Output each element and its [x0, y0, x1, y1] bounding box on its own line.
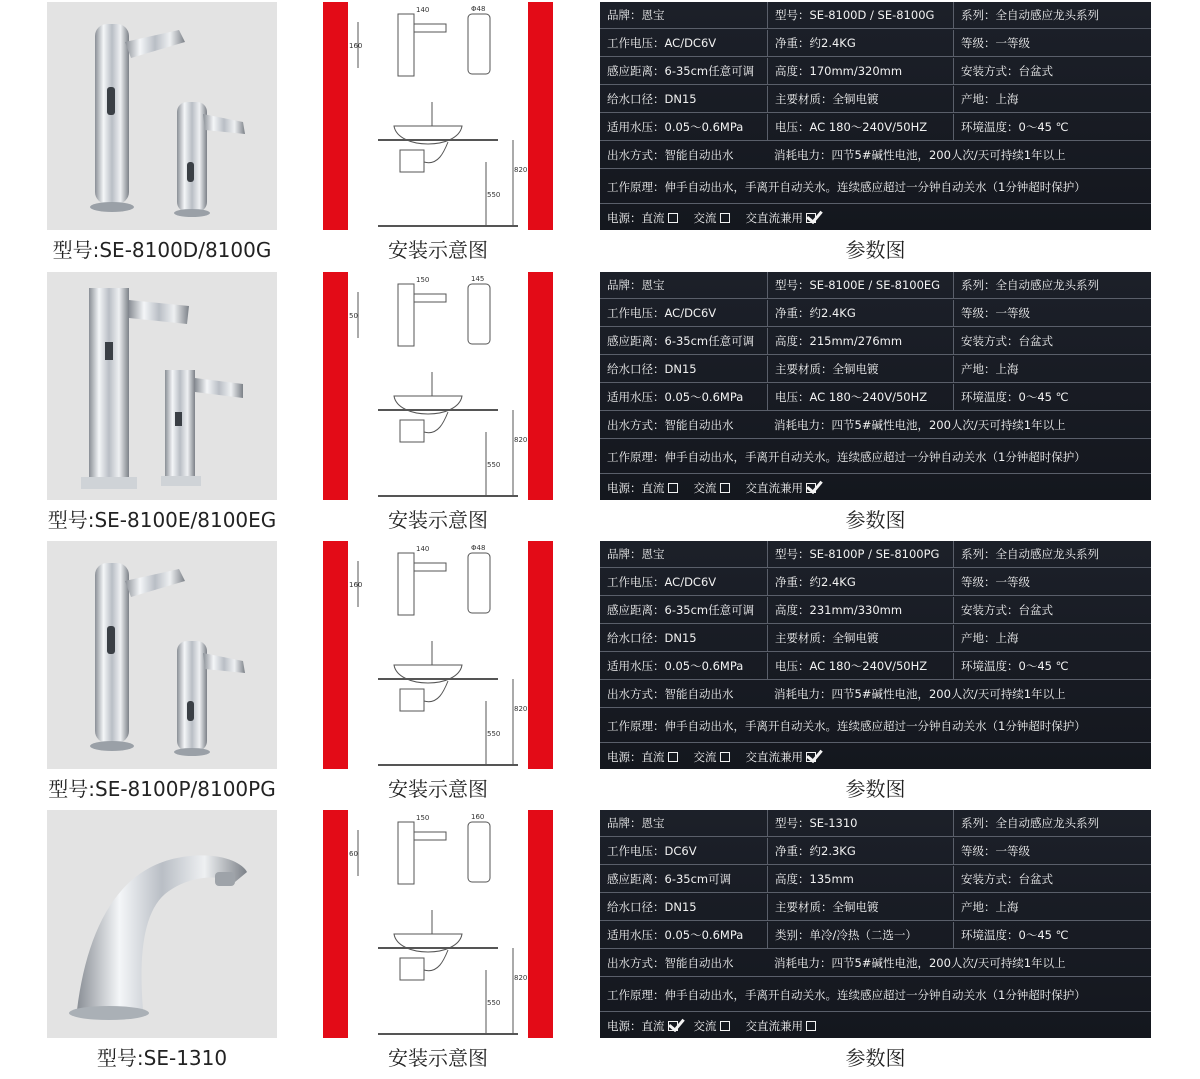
params-row	[600, 541, 1151, 568]
red-border-left	[323, 272, 348, 500]
params-row	[600, 625, 1151, 652]
dim-mount: 550	[487, 461, 501, 469]
param-cell: 出水方式：智能自动出水	[607, 148, 734, 162]
red-border-left	[323, 541, 348, 769]
param-cell: 品牌：恩宝	[607, 547, 665, 561]
params-row	[600, 300, 1151, 327]
params-row	[600, 866, 1151, 893]
params-caption: 参数图	[845, 238, 906, 262]
params-table	[600, 272, 1151, 500]
param-cell: 工作电压：AC/DC6V	[607, 36, 717, 50]
params-row	[600, 894, 1151, 921]
power-option-label: 电源：直流	[607, 481, 665, 495]
installation-diagram	[323, 810, 553, 1038]
param-cell: 型号：SE-1310	[767, 810, 953, 837]
dim-mount: 550	[487, 999, 501, 1007]
params-row	[600, 597, 1151, 624]
power-options	[600, 206, 1151, 230]
product-photo	[47, 272, 277, 500]
params-row	[600, 272, 1151, 299]
param-cell: 品牌：恩宝	[607, 816, 665, 830]
power-option-label: 交流	[693, 211, 717, 225]
params-row	[600, 142, 1151, 169]
param-cell: 适用水压：0.05～0.6MPa	[607, 390, 744, 404]
power-option-label: 交直流兼用	[745, 1019, 803, 1033]
param-cell: 净重：约2.4KG	[767, 30, 953, 57]
param-cell: 产地：上海	[953, 625, 1151, 652]
red-border-right	[528, 541, 553, 769]
dim-total: 820	[514, 974, 528, 982]
principle-row	[600, 440, 1151, 474]
red-border-right	[528, 2, 553, 230]
param-cell: 出水方式：智能自动出水	[607, 687, 734, 701]
params-row	[600, 384, 1151, 411]
principle-text: 工作原理：伸手自动出水，手离开自动关水。连续感应超过一分钟自动关水（1分钟超时保护）	[607, 450, 1086, 464]
param-cell: 型号：SE-8100P / SE-8100PG	[767, 541, 953, 568]
principle-text: 工作原理：伸手自动出水，手离开自动关水。连续感应超过一分钟自动关水（1分钟超时保护）	[607, 988, 1086, 1002]
principle-text: 工作原理：伸手自动出水，手离开自动关水。连续感应超过一分钟自动关水（1分钟超时保护）	[607, 180, 1086, 194]
checked-box-icon	[806, 483, 816, 493]
param-cell: 型号：SE-8100E / SE-8100EG	[767, 272, 953, 299]
power-option-label: 交流	[693, 750, 717, 764]
principle-text: 工作原理：伸手自动出水，手离开自动关水。连续感应超过一分钟自动关水（1分钟超时保护）	[607, 719, 1086, 733]
checked-box-icon	[668, 1021, 678, 1031]
product-row	[0, 808, 1200, 1078]
param-cell: 工作电压：AC/DC6V	[607, 306, 717, 320]
param-cell: 工作电压：AC/DC6V	[607, 575, 717, 589]
param-cell: 系列：全自动感应龙头系列	[953, 2, 1151, 29]
diagram-caption: 安装示意图	[388, 1046, 488, 1070]
red-border-right	[528, 810, 553, 1038]
checked-box-icon	[806, 752, 816, 762]
param-cell: 工作电压：DC6V	[607, 844, 697, 858]
param-cell: 主要材质：全铜电镀	[767, 625, 953, 652]
dim-height: 60	[349, 850, 358, 858]
param-cell: 主要材质：全铜电镀	[767, 356, 953, 383]
product-photo	[47, 810, 277, 1038]
dim-total: 820	[514, 705, 528, 713]
power-option-label: 交直流兼用	[745, 481, 803, 495]
params-row	[600, 653, 1151, 680]
principle-row	[600, 709, 1151, 743]
diagram-caption: 安装示意图	[388, 777, 488, 801]
param-cell: 消耗电力：四节5#碱性电池，200人次/天可持续1年以上	[774, 418, 1066, 432]
param-cell: 等级：一等级	[953, 838, 1151, 865]
dim-mount: 550	[487, 730, 501, 738]
power-option-label: 电源：直流	[607, 1019, 665, 1033]
param-cell: 出水方式：智能自动出水	[607, 418, 734, 432]
power-option-label: 电源：直流	[607, 750, 665, 764]
param-cell: 给水口径：DN15	[607, 631, 697, 645]
red-border-right	[528, 272, 553, 500]
params-row	[600, 922, 1151, 949]
dim-side: 145	[471, 275, 485, 283]
diagram-caption: 安装示意图	[388, 508, 488, 532]
param-cell: 等级：一等级	[953, 30, 1151, 57]
param-cell: 环境温度：0～45 ℃	[953, 114, 1151, 141]
power-option-label: 交流	[693, 481, 717, 495]
model-caption: 型号:SE-8100P/8100PG	[48, 777, 276, 801]
model-caption: 型号:SE-8100E/8100EG	[47, 508, 277, 532]
param-cell: 给水口径：DN15	[607, 900, 697, 914]
param-cell: 感应距离：6-35cm任意可调	[607, 334, 755, 348]
params-row	[600, 569, 1151, 596]
dim-top: 150	[416, 276, 430, 284]
params-row	[600, 950, 1151, 977]
param-cell: 安装方式：台盆式	[953, 597, 1151, 624]
param-cell: 高度：215mm/276mm	[767, 328, 953, 355]
param-cell: 电压：AC 180～240V/50HZ	[767, 653, 953, 680]
dim-height: 160	[349, 581, 363, 589]
dim-side: 160	[471, 813, 485, 821]
product-row	[0, 270, 1200, 540]
dim-height: 160	[349, 42, 363, 50]
params-table	[600, 2, 1151, 230]
params-caption: 参数图	[845, 1046, 906, 1070]
param-cell: 环境温度：0～45 ℃	[953, 653, 1151, 680]
params-row	[600, 58, 1151, 85]
params-row	[600, 114, 1151, 141]
param-cell: 感应距离：6-35cm任意可调	[607, 603, 755, 617]
power-options	[600, 476, 1151, 500]
param-cell: 出水方式：智能自动出水	[607, 956, 734, 970]
param-cell: 安装方式：台盆式	[953, 866, 1151, 893]
power-option-label: 交直流兼用	[745, 211, 803, 225]
model-caption: 型号:SE-1310	[96, 1046, 228, 1070]
dim-side: Φ48	[471, 5, 486, 13]
param-cell: 产地：上海	[953, 86, 1151, 113]
params-row	[600, 2, 1151, 29]
param-cell: 型号：SE-8100D / SE-8100G	[767, 2, 953, 29]
product-photo	[47, 2, 277, 230]
checkbox-icon	[720, 213, 730, 223]
principle-row	[600, 170, 1151, 204]
param-cell: 消耗电力：四节5#碱性电池，200人次/天可持续1年以上	[774, 687, 1066, 701]
model-caption: 型号:SE-8100D/8100G	[52, 238, 272, 262]
dim-mount: 550	[487, 191, 501, 199]
param-cell: 净重：约2.4KG	[767, 300, 953, 327]
params-table	[600, 810, 1151, 1038]
param-cell: 适用水压：0.05～0.6MPa	[607, 120, 744, 134]
params-row	[600, 30, 1151, 57]
power-options	[600, 1014, 1151, 1038]
product-row	[0, 0, 1200, 270]
params-row	[600, 681, 1151, 708]
param-cell: 产地：上海	[953, 894, 1151, 921]
param-cell: 适用水压：0.05～0.6MPa	[607, 659, 744, 673]
param-cell: 给水口径：DN15	[607, 362, 697, 376]
dim-total: 820	[514, 436, 528, 444]
params-caption: 参数图	[845, 508, 906, 532]
product-photo	[47, 541, 277, 769]
checked-box-icon	[806, 213, 816, 223]
param-cell: 感应距离：6-35cm任意可调	[607, 64, 755, 78]
red-border-left	[323, 810, 348, 1038]
param-cell: 系列：全自动感应龙头系列	[953, 541, 1151, 568]
checkbox-icon	[668, 752, 678, 762]
power-options	[600, 745, 1151, 769]
param-cell: 适用水压：0.05～0.6MPa	[607, 928, 744, 942]
params-caption: 参数图	[845, 777, 906, 801]
params-row	[600, 412, 1151, 439]
checkbox-icon	[806, 1021, 816, 1031]
param-cell: 品牌：恩宝	[607, 278, 665, 292]
param-cell: 消耗电力：四节5#碱性电池，200人次/天可持续1年以上	[774, 956, 1066, 970]
power-option-label: 交流	[693, 1019, 717, 1033]
param-cell: 净重：约2.3KG	[767, 838, 953, 865]
dim-top: 140	[416, 545, 430, 553]
param-cell: 环境温度：0～45 ℃	[953, 384, 1151, 411]
param-cell: 感应距离：6-35cm可调	[607, 872, 732, 886]
param-cell: 环境温度：0～45 ℃	[953, 922, 1151, 949]
param-cell: 产地：上海	[953, 356, 1151, 383]
checkbox-icon	[668, 213, 678, 223]
param-cell: 系列：全自动感应龙头系列	[953, 810, 1151, 837]
params-row	[600, 810, 1151, 837]
dim-top: 150	[416, 814, 430, 822]
power-option-label: 交直流兼用	[745, 750, 803, 764]
param-cell: 给水口径：DN15	[607, 92, 697, 106]
param-cell: 消耗电力：四节5#碱性电池，200人次/天可持续1年以上	[774, 148, 1066, 162]
param-cell: 系列：全自动感应龙头系列	[953, 272, 1151, 299]
checkbox-icon	[720, 1021, 730, 1031]
param-cell: 主要材质：全铜电镀	[767, 86, 953, 113]
param-cell: 电压：AC 180～240V/50HZ	[767, 384, 953, 411]
installation-diagram	[323, 272, 553, 500]
param-cell: 品牌：恩宝	[607, 8, 665, 22]
diagram-caption: 安装示意图	[388, 238, 488, 262]
param-cell: 主要材质：全铜电镀	[767, 894, 953, 921]
params-row	[600, 838, 1151, 865]
param-cell: 高度：135mm	[767, 866, 953, 893]
checkbox-icon	[720, 483, 730, 493]
param-cell: 净重：约2.4KG	[767, 569, 953, 596]
param-cell: 电压：AC 180～240V/50HZ	[767, 114, 953, 141]
params-row	[600, 86, 1151, 113]
installation-diagram	[323, 541, 553, 769]
dim-side: Φ48	[471, 544, 486, 552]
dim-height: 50	[349, 312, 358, 320]
dim-top: 140	[416, 6, 430, 14]
param-cell: 高度：231mm/330mm	[767, 597, 953, 624]
param-cell: 类别：单冷/冷热（二选一）	[767, 922, 953, 949]
principle-row	[600, 978, 1151, 1012]
param-cell: 安装方式：台盆式	[953, 328, 1151, 355]
params-row	[600, 328, 1151, 355]
red-border-left	[323, 2, 348, 230]
param-cell: 等级：一等级	[953, 300, 1151, 327]
dim-total: 820	[514, 166, 528, 174]
param-cell: 安装方式：台盆式	[953, 58, 1151, 85]
params-row	[600, 356, 1151, 383]
checkbox-icon	[668, 483, 678, 493]
power-option-label: 电源：直流	[607, 211, 665, 225]
params-table	[600, 541, 1151, 769]
param-cell: 高度：170mm/320mm	[767, 58, 953, 85]
installation-diagram	[323, 2, 553, 230]
product-row	[0, 539, 1200, 809]
param-cell: 等级：一等级	[953, 569, 1151, 596]
checkbox-icon	[720, 752, 730, 762]
